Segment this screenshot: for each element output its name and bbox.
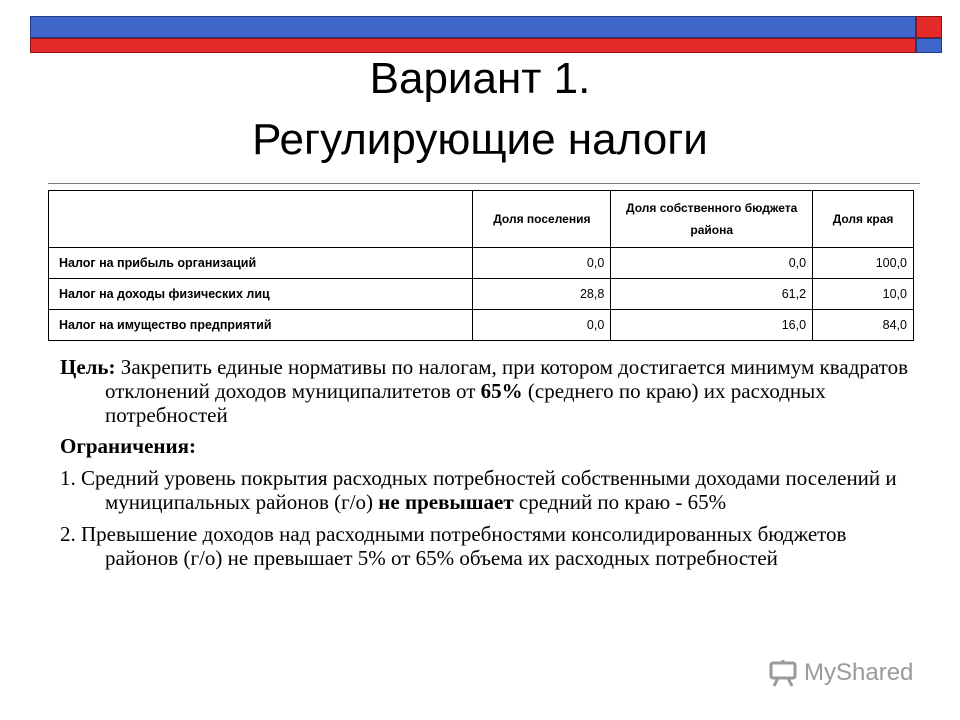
table-row [49, 310, 914, 341]
district-share-value: 16,0 [611, 310, 813, 341]
constraint-1-bold: не превышает [378, 490, 514, 514]
tax-name: Налог на доходы физических лиц [49, 279, 473, 310]
table-header-row [49, 191, 914, 248]
header-bar-red [30, 38, 916, 53]
goal-bold-value: 65% [480, 379, 523, 403]
tax-name: Налог на прибыль организаций [49, 248, 473, 279]
region-share-value: 100,0 [813, 248, 914, 279]
constraint-item-2: 2. Превышение доходов над расходными потребностями консолидированных бюджетов районов (г/о) не превышает 5% от 65% объема их расходных потребностей [60, 522, 847, 570]
table-row [49, 248, 914, 279]
region-share-value: 10,0 [813, 279, 914, 310]
constraint-1-text-a: 1. Средний уровень покрытия расходных потребностей собственными доходами поселений и муниципальных районов (г/о) [60, 466, 897, 514]
slide-title-line-2: Регулирующие налоги [252, 115, 708, 164]
header-district-budget-share: Доля собственного бюджета района [611, 191, 813, 248]
decorative-header-bars [30, 16, 942, 56]
settlement-share-value: 28,8 [473, 279, 611, 310]
district-share-value: 0,0 [611, 248, 813, 279]
constraint-item-1 [60, 466, 920, 514]
title-divider [48, 183, 920, 184]
header-empty [49, 191, 473, 248]
header-settlement-share: Доля поселения [473, 191, 611, 248]
district-share-value: 61,2 [611, 279, 813, 310]
region-share-value: 84,0 [813, 310, 914, 341]
presentation-board-icon [768, 659, 798, 687]
settlement-share-value: 0,0 [473, 248, 611, 279]
watermark [768, 658, 938, 688]
constraint-1-text-b: средний по краю - 65% [513, 490, 727, 514]
goal-label: Цель: [60, 355, 116, 379]
table-row [49, 279, 914, 310]
header-region-share: Доля края [813, 191, 914, 248]
watermark-text: MyShared [804, 659, 914, 686]
goal-text-a: Закрепить единые нормативы по налогам, при котором достигается минимум квадратов отклонений доходов муниципалитетов от [105, 355, 908, 403]
header-square-red [916, 16, 942, 38]
header-square-blue [916, 38, 942, 53]
tax-name: Налог на имущество предприятий [49, 310, 473, 341]
slide-title-line-1: Вариант 1. [369, 54, 591, 103]
goal-text-b: (среднего по краю) их расходных потребностей [105, 379, 826, 427]
slide-body [60, 355, 920, 578]
tax-shares-table [48, 190, 914, 341]
settlement-share-value: 0,0 [473, 310, 611, 341]
header-bar-blue [30, 16, 916, 38]
constraints-label: Ограничения: [60, 434, 196, 458]
goal-paragraph [60, 355, 920, 427]
